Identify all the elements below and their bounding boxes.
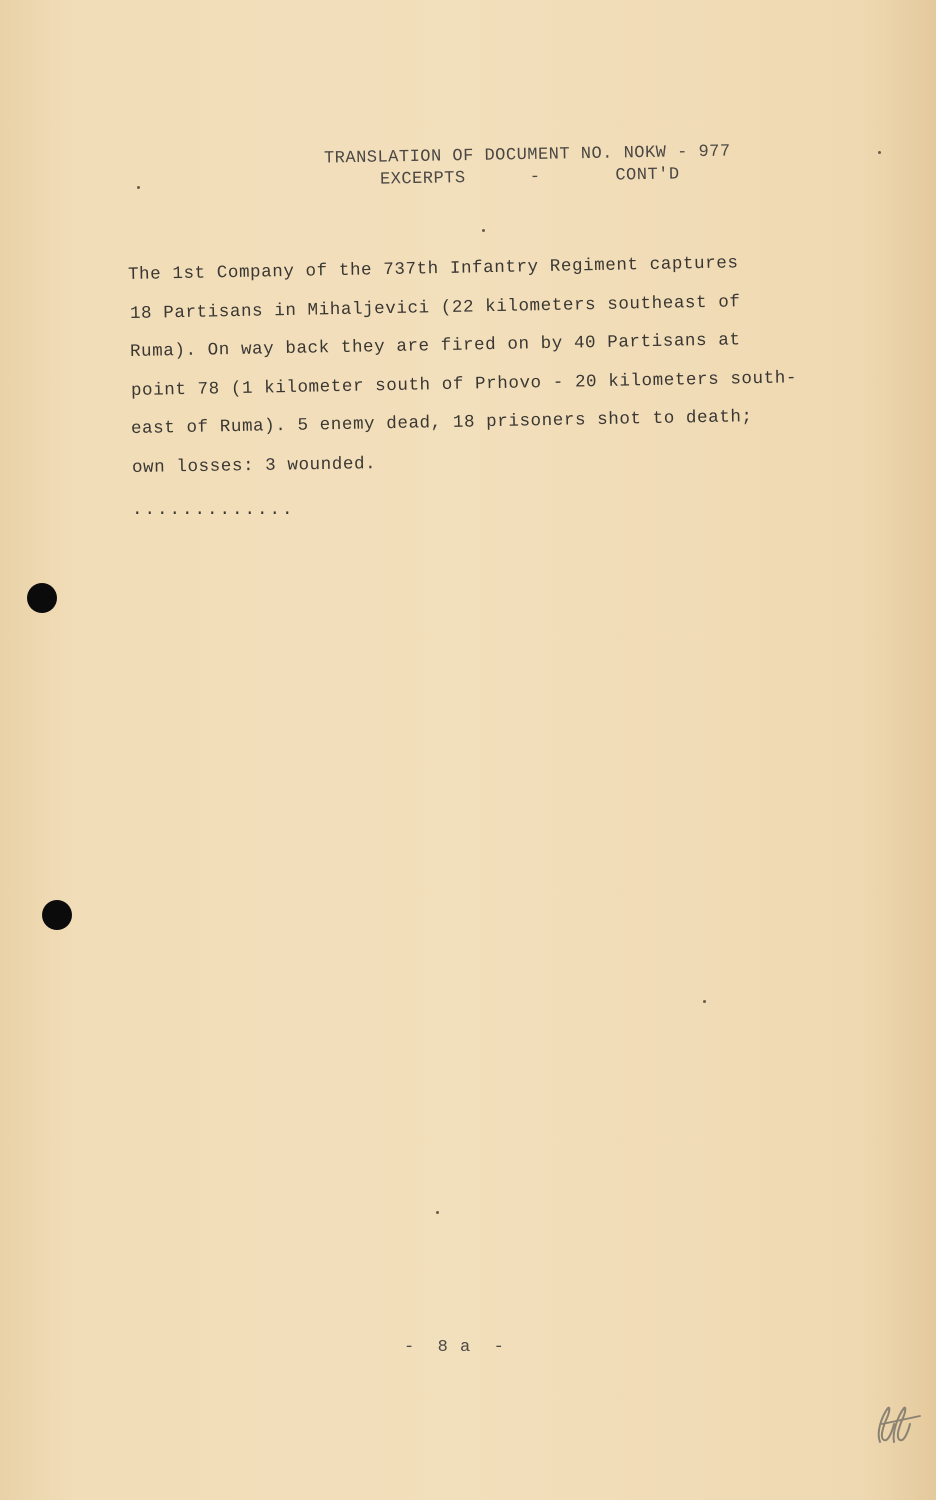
punch-hole <box>42 900 72 930</box>
body-line: The 1st Company of the 737th Infantry Regiment captures <box>127 253 739 285</box>
paper-speck <box>878 151 881 154</box>
paper-speck <box>436 1211 439 1214</box>
paper-speck <box>137 186 140 189</box>
document-subtitle: EXCERPTS - CONT'D <box>379 165 680 190</box>
paper-speck <box>482 229 485 232</box>
document-title: TRANSLATION OF DOCUMENT NO. NOKW - 977 <box>323 142 731 169</box>
body-line: Ruma). On way back they are fired on by 40 Partisans at <box>129 330 741 362</box>
page-number: - 8 a - <box>404 1338 505 1357</box>
handwritten-signature <box>866 1398 926 1448</box>
body-line: 18 Partisans in Mihaljevici (22 kilometers southeast of <box>129 292 741 324</box>
body-line: point 78 (1 kilometer south of Prhovo - 20 kilometers south- <box>130 368 798 401</box>
paper-speck <box>703 1000 706 1003</box>
body-line: own losses: 3 wounded. <box>131 454 377 478</box>
body-line: east of Ruma). 5 enemy dead, 18 prisoners shot to death; <box>130 407 753 439</box>
punch-hole <box>27 583 57 613</box>
ellipsis-separator: ............. <box>132 500 295 520</box>
